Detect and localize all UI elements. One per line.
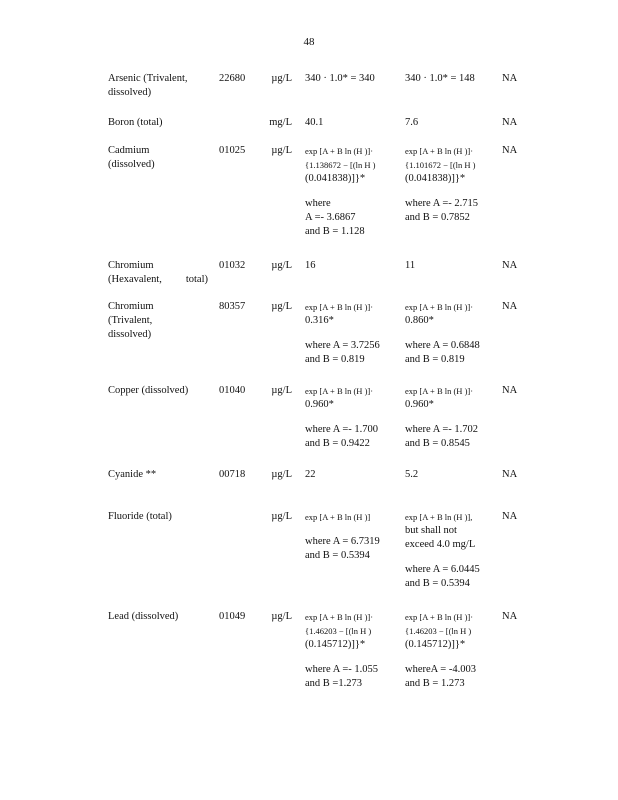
parameter-name-line: (Trivalent, [108,315,153,326]
chronic-criterion-line: where A = 0.6848 [405,340,480,351]
chronic-criterion-line: and B = 0.819 [405,354,465,365]
acute-criterion-line: and B =1.273 [305,678,362,689]
chronic-criterion-line: whereA = -4.003 [405,664,476,675]
acute-criterion-line: exp [A + B ln (H )]· [305,302,374,312]
parameter-name-line: Boron (total) [108,117,163,128]
acute-criterion-line: {1.138672 − [(ln H ) [305,160,376,170]
line-gap [305,652,378,663]
chronic-criterion-line: exceed 4.0 mg/L [405,539,476,550]
acute-criterion [305,72,375,86]
parameter-name [108,468,208,482]
acute-criterion-line: 0.960* [305,399,334,410]
chronic-criterion [405,300,480,367]
chronic-criterion [405,610,476,691]
human-health-criterion: NA [502,301,518,312]
line-gap [305,524,380,535]
line-gap [305,328,380,339]
line-gap [405,186,478,197]
unit: µg/L [271,301,292,312]
acute-criterion-line: and B = 1.128 [305,226,365,237]
line-gap [305,186,376,197]
chronic-criterion-line: and B = 0.7852 [405,212,470,223]
acute-criterion-line: 0.316* [305,315,334,326]
storet-code: 22680 [219,73,246,84]
acute-criterion-line: exp [A + B ln (H )]· [305,146,374,156]
unit: µg/L [271,469,292,480]
acute-criterion [305,510,380,563]
page-number: 48 [303,36,315,48]
parameter-name [108,259,208,287]
chronic-criterion-line: exp [A + B ln (H )]· [405,386,474,396]
chronic-criterion-line: exp [A + B ln (H )]· [405,302,474,312]
acute-criterion [305,116,323,130]
acute-criterion-line: exp [A + B ln (H )]· [305,386,374,396]
chronic-criterion [405,384,478,451]
unit: µg/L [271,73,292,84]
acute-criterion-line: where [305,198,331,209]
chronic-criterion [405,72,475,86]
human-health-criterion: NA [502,73,518,84]
parameter-name-line: (dissolved) [108,159,155,170]
line-gap [405,412,478,423]
storet-code: 00718 [219,469,246,480]
human-health-criterion: NA [502,385,518,396]
unit: µg/L [271,511,292,522]
chronic-criterion-line: and B = 1.273 [405,678,465,689]
chronic-criterion-line: 5.2 [405,469,419,480]
chronic-criterion-line: {1.101672 − [(ln H ) [405,160,476,170]
chronic-criterion-line: 0.960* [405,399,434,410]
acute-criterion-line: {1.46203 − [(ln H ) [305,626,372,636]
chronic-criterion-line: where A =- 2.715 [405,198,478,209]
line-gap [405,552,480,563]
parameter-name [108,610,208,624]
human-health-criterion: NA [502,611,518,622]
acute-criterion [305,259,316,273]
storet-code: 80357 [219,301,246,312]
chronic-criterion [405,259,415,273]
unit: µg/L [271,385,292,396]
acute-criterion [305,384,378,451]
parameter-name-line: Cadmium [108,145,150,156]
parameter-name-line: Lead (dissolved) [108,611,179,622]
parameter-name-line: Cyanide ** [108,469,157,480]
chronic-criterion-line: where A = 6.0445 [405,564,480,575]
chronic-criterion-line: 0.860* [405,315,434,326]
line-gap [405,328,480,339]
parameter-name-line: (Hexavalent, total) [108,274,208,285]
acute-criterion-line: exp [A + B ln (H )] [305,512,371,522]
acute-criterion-line: (0.041838)]}* [305,173,366,184]
storet-code: 01049 [219,611,246,622]
unit: µg/L [271,145,292,156]
parameter-name-line: Chromium [108,301,154,312]
parameter-name [108,72,208,100]
chronic-criterion-line: 11 [405,260,416,271]
chronic-criterion-line: (0.145712)]}* [405,639,466,650]
chronic-criterion-line: (0.041838)]}* [405,173,466,184]
chronic-criterion-line: {1.46203 − [(ln H ) [405,626,472,636]
chronic-criterion-line: exp [A + B ln (H )], [405,512,473,522]
acute-criterion [305,144,376,239]
parameter-name-line: Chromium [108,260,154,271]
chronic-criterion [405,116,418,130]
chronic-criterion-line: 340 · 1.0* = 148 [405,73,475,84]
parameter-name-line: Fluoride (total) [108,511,172,522]
acute-criterion-line: exp [A + B ln (H )]· [305,612,374,622]
unit: µg/L [271,611,292,622]
chronic-criterion-line: 7.6 [405,117,419,128]
acute-criterion-line: (0.145712)]}* [305,639,366,650]
chronic-criterion-line: exp [A + B ln (H )]· [405,612,474,622]
parameter-name [108,384,208,398]
acute-criterion-line: where A = 6.7319 [305,536,380,547]
line-gap [305,412,378,423]
acute-criterion-line: 22 [305,469,316,480]
acute-criterion-line: where A =- 1.700 [305,424,378,435]
chronic-criterion [405,510,480,591]
acute-criterion [305,610,378,691]
chronic-criterion-line: but shall not [405,525,457,536]
parameter-name-line: dissolved) [108,329,152,340]
parameter-name [108,300,208,342]
human-health-criterion: NA [502,511,518,522]
chronic-criterion-line: and B = 0.8545 [405,438,470,449]
human-health-criterion: NA [502,117,518,128]
chronic-criterion-line: exp [A + B ln (H )]· [405,146,474,156]
parameter-name-line: dissolved) [108,87,152,98]
human-health-criterion: NA [502,145,518,156]
acute-criterion-line: 340 · 1.0* = 340 [305,73,375,84]
acute-criterion [305,300,380,367]
chronic-criterion [405,144,478,225]
acute-criterion-line: A =- 3.6867 [305,212,356,223]
acute-criterion-line: 16 [305,260,316,271]
acute-criterion-line: where A = 3.7256 [305,340,380,351]
storet-code: 01032 [219,260,246,271]
parameter-name [108,144,208,172]
unit: µg/L [271,260,292,271]
parameter-name [108,116,208,130]
line-gap [405,652,476,663]
parameter-name [108,510,208,524]
unit: mg/L [269,117,292,128]
human-health-criterion: NA [502,260,518,271]
acute-criterion-line: 40.1 [305,117,324,128]
acute-criterion-line: and B = 0.5394 [305,550,370,561]
storet-code: 01025 [219,145,246,156]
acute-criterion-line: where A =- 1.055 [305,664,378,675]
chronic-criterion-line: where A =- 1.702 [405,424,478,435]
parameter-name-line: Copper (dissolved) [108,385,189,396]
acute-criterion [305,468,316,482]
parameter-name-line: Arsenic (Trivalent, [108,73,188,84]
acute-criterion-line: and B = 0.9422 [305,438,370,449]
acute-criterion-line: and B = 0.819 [305,354,365,365]
storet-code: 01040 [219,385,246,396]
human-health-criterion: NA [502,469,518,480]
chronic-criterion [405,468,418,482]
chronic-criterion-line: and B = 0.5394 [405,578,470,589]
